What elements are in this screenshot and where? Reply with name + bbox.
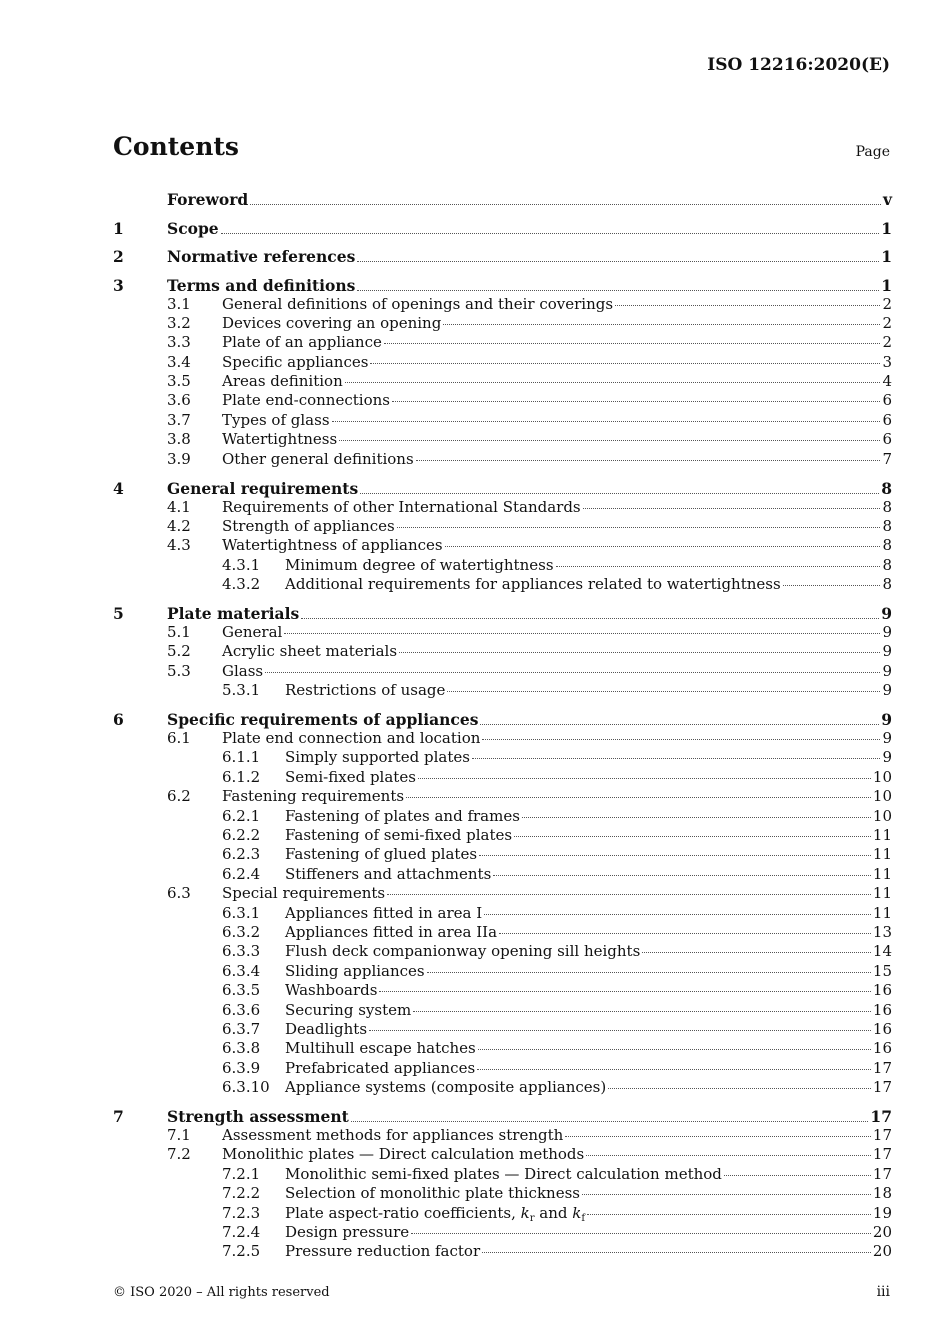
toc-entry-title: Areas definition — [222, 372, 343, 391]
toc-entry-title: Sliding appliances — [285, 961, 425, 980]
toc-entry-page: 9 — [882, 681, 892, 700]
toc-entry-title: Appliance systems (composite appliances) — [285, 1078, 607, 1097]
toc-entry-title: Normative references — [167, 247, 356, 266]
toc-entry[interactable] — [113, 556, 892, 575]
dot-leader — [301, 618, 879, 619]
toc-entry-number: 7.2.5 — [222, 1242, 261, 1261]
toc-entry[interactable] — [113, 1078, 892, 1097]
toc-entry-page: 17 — [872, 1164, 892, 1183]
toc-entry-title: Devices covering an opening — [222, 313, 442, 332]
toc-entry-title: Fastening of semi-fixed plates — [285, 825, 513, 844]
toc-entry-number: 5 — [113, 603, 124, 623]
toc-entry-title: Requirements of other International Standards — [222, 497, 581, 516]
toc-entry-title: Monolithic semi-fixed plates — Direct calculation method — [285, 1164, 722, 1183]
toc-entry-page: 9 — [881, 710, 892, 730]
toc-entry-title: Strength assessment — [167, 1106, 349, 1126]
toc-entry-page: 10 — [872, 787, 892, 806]
toc-entry[interactable] — [113, 1223, 892, 1242]
toc-entry-title: General requirements — [167, 478, 359, 498]
toc-entry-number: 6.3.2 — [222, 922, 261, 941]
toc-entry-page: 19 — [872, 1203, 892, 1222]
toc-entry[interactable] — [113, 748, 892, 767]
toc-entry-title: Appliances fitted in area IIa — [285, 922, 498, 941]
toc-entry-number: 4 — [113, 478, 124, 498]
dot-leader — [783, 585, 881, 586]
toc-entry-title: General — [222, 622, 283, 641]
toc-entry[interactable] — [113, 517, 892, 536]
dot-leader — [265, 672, 880, 673]
toc-entry-title: Scope — [167, 218, 219, 238]
toc-entry-number: 7.2 — [167, 1145, 191, 1164]
toc-entry-number: 7.2.3 — [222, 1203, 261, 1222]
toc-entry-number: 7.2.4 — [222, 1222, 261, 1241]
toc-entry-number: 1 — [113, 218, 124, 238]
toc-entry-page: 11 — [872, 903, 892, 922]
toc-entry-number: 6.3.9 — [222, 1058, 261, 1077]
contents-heading — [113, 132, 890, 166]
toc-entry[interactable] — [113, 594, 892, 623]
toc-entry[interactable] — [113, 391, 892, 410]
toc-entry-title: Watertightness — [222, 430, 338, 449]
dot-leader — [384, 343, 881, 344]
dot-leader — [556, 566, 881, 567]
toc-entry-page: 16 — [872, 1039, 892, 1058]
toc-entry[interactable] — [113, 295, 892, 314]
toc-entry-title: Types of glass — [222, 410, 330, 429]
toc-entry[interactable] — [113, 884, 892, 903]
toc-entry[interactable] — [113, 333, 892, 352]
toc-entry-number: 6.3.7 — [222, 1019, 261, 1038]
toc-entry-number: 3.2 — [167, 313, 191, 332]
toc-entry[interactable] — [113, 807, 892, 826]
toc-entry-page: 4 — [882, 372, 892, 391]
toc-entry-title: Strength of appliances — [222, 516, 395, 535]
toc-entry-title: Acrylic sheet materials — [222, 642, 398, 661]
dot-leader — [587, 1214, 871, 1215]
toc-entry-title: Semi-fixed plates — [285, 767, 416, 786]
toc-entry-page: 16 — [872, 1019, 892, 1038]
dot-leader — [397, 527, 881, 528]
toc-entry-number: 5.3.1 — [222, 681, 261, 700]
toc-entry-page: 11 — [872, 845, 892, 864]
toc-entry[interactable] — [113, 1145, 892, 1164]
toc-entry[interactable] — [113, 411, 892, 430]
toc-entry[interactable] — [113, 498, 892, 517]
toc-entry-title: Securing system — [285, 1000, 412, 1019]
toc-entry[interactable] — [113, 238, 892, 267]
toc-entry-page: 10 — [872, 767, 892, 786]
dot-leader — [480, 724, 879, 725]
toc-entry[interactable] — [113, 1097, 892, 1126]
toc-entry-page: 1 — [881, 275, 892, 295]
dot-leader — [477, 1069, 871, 1070]
toc-entry-number: 6.1.1 — [222, 748, 261, 767]
toc-entry-number: 6.3.6 — [222, 1000, 261, 1019]
toc-entry-title: Additional requirements for appliances related to watertightness — [285, 575, 781, 594]
dot-leader — [447, 691, 880, 692]
copyright-notice: © ISO 2020 – All rights reserved — [113, 1285, 330, 1300]
dot-leader — [479, 855, 871, 856]
toc-entry-page: 13 — [872, 922, 892, 941]
toc-entry[interactable] — [113, 701, 892, 730]
dot-leader — [565, 1136, 871, 1137]
toc-entry-title: Multihull escape hatches — [285, 1039, 476, 1058]
dot-leader — [522, 817, 871, 818]
dot-leader — [482, 739, 880, 740]
dot-leader — [724, 1175, 871, 1176]
toc-entry-title: Monolithic plates — Direct calculation methods — [222, 1145, 585, 1164]
toc-entry-number: 3.1 — [167, 294, 191, 313]
toc-entry[interactable] — [113, 469, 892, 498]
dot-leader — [443, 324, 880, 325]
toc-entry-number: 4.2 — [167, 516, 191, 535]
toc-entry-title: Appliances fitted in area I — [285, 903, 483, 922]
toc-entry-number: 4.3.2 — [222, 575, 261, 594]
toc-entry-page: 11 — [872, 864, 892, 883]
toc-entry-page: 2 — [882, 294, 892, 313]
toc-entry-title: Simply supported plates — [285, 748, 470, 767]
toc-entry[interactable] — [113, 642, 892, 661]
toc-entry-title — [285, 1204, 585, 1222]
toc-entry[interactable] — [113, 662, 892, 681]
dot-leader — [399, 652, 880, 653]
toc-entry-page: 9 — [882, 729, 892, 748]
toc-entry-page: 18 — [872, 1184, 892, 1203]
toc-entry-number: 3 — [113, 275, 124, 295]
toc-entry-page: 6 — [882, 410, 892, 429]
toc-entry[interactable] — [113, 923, 892, 942]
toc-entry-title: General definitions of openings and their coverings — [222, 294, 614, 313]
toc-entry[interactable] — [113, 314, 892, 333]
toc-entry-title: Plate end-connections — [222, 391, 390, 410]
toc-entry[interactable] — [113, 209, 892, 238]
toc-entry[interactable] — [113, 962, 892, 981]
toc-entry-page: 9 — [882, 661, 892, 680]
toc-entry-title: Assessment methods for appliances strength — [222, 1125, 564, 1144]
toc-entry-number: 4.3.1 — [222, 555, 261, 574]
toc-entry[interactable] — [113, 450, 892, 469]
toc-entry-number: 3.4 — [167, 352, 191, 371]
dot-leader — [339, 440, 880, 441]
toc-entry[interactable] — [113, 536, 892, 555]
toc-entry-page: 6 — [882, 430, 892, 449]
dot-leader — [345, 382, 881, 383]
dot-leader — [472, 758, 881, 759]
dot-leader — [478, 1049, 871, 1050]
toc-entry-title: Selection of monolithic plate thickness — [285, 1184, 580, 1203]
dot-leader — [221, 233, 880, 234]
toc-entry-page: 17 — [872, 1125, 892, 1144]
toc-entry-number: 3.9 — [167, 449, 191, 468]
toc-entry-number: 2 — [113, 247, 124, 266]
toc-entry-number: 7 — [113, 1106, 124, 1126]
toc-entry-page: 11 — [872, 825, 892, 844]
dot-leader — [482, 1252, 871, 1253]
toc-entry-title: Fastening of glued plates — [285, 845, 478, 864]
toc-entry-title: Minimum degree of watertightness — [285, 555, 554, 574]
toc-entry-number: 6.3.4 — [222, 961, 261, 980]
toc-entry-number: 6.3.10 — [222, 1078, 270, 1097]
toc-entry-number: 6.2 — [167, 787, 191, 806]
math-subscript-r: r — [529, 1212, 535, 1224]
toc-entry-number: 6.2.3 — [222, 845, 261, 864]
toc-entry-page: 6 — [882, 391, 892, 410]
toc-entry-number: 5.2 — [167, 642, 191, 661]
toc-entry-title: Foreword — [167, 190, 249, 209]
toc-entry-title: Washboards — [285, 981, 378, 1000]
toc-entry-number: 7.2.2 — [222, 1184, 261, 1203]
toc-entry-page: 9 — [882, 622, 892, 641]
toc-entry-title: Deadlights — [285, 1019, 368, 1038]
toc-entry-number: 3.8 — [167, 430, 191, 449]
dot-leader — [413, 1011, 871, 1012]
toc-entry[interactable] — [113, 942, 892, 961]
toc-entry[interactable] — [113, 904, 892, 923]
toc-entry-title: Glass — [222, 661, 264, 680]
toc-entry-page: 3 — [882, 352, 892, 371]
toc-entry-title: Restrictions of usage — [285, 681, 446, 700]
toc-entry-page: 17 — [872, 1058, 892, 1077]
toc-entry-title: Prefabricated appliances — [285, 1058, 476, 1077]
toc-entry-number: 3.5 — [167, 372, 191, 391]
toc-entry[interactable] — [113, 681, 892, 700]
page-number: iii — [876, 1284, 890, 1300]
toc-entry-title: Special requirements — [222, 884, 386, 903]
toc-entry[interactable] — [113, 575, 892, 594]
toc-entry[interactable] — [113, 787, 892, 806]
toc-entry-number: 6 — [113, 710, 124, 730]
dot-leader — [387, 894, 871, 895]
dot-leader — [418, 778, 871, 779]
toc-entry[interactable] — [113, 845, 892, 864]
dot-leader — [499, 933, 871, 934]
toc-entry-title: Flush deck companionway opening sill heights — [285, 942, 641, 961]
toc-entry-number: 4.3 — [167, 536, 191, 555]
toc-entry-page: 8 — [882, 575, 892, 594]
toc-entry-page: 11 — [872, 884, 892, 903]
math-symbol-k: k — [572, 1203, 582, 1222]
math-subscript-f: f — [581, 1212, 586, 1224]
contents-title: Contents — [113, 132, 240, 161]
toc-entry-page: 9 — [882, 642, 892, 661]
toc-entry-number: 6.3.5 — [222, 981, 261, 1000]
toc-entry-page: 8 — [881, 478, 892, 498]
dot-leader — [379, 991, 870, 992]
dot-leader — [360, 493, 879, 494]
dot-leader — [586, 1155, 871, 1156]
dot-leader — [615, 305, 880, 306]
toc-entry-number: 5.1 — [167, 622, 191, 641]
toc-entry-page: 8 — [882, 497, 892, 516]
toc-entry-title: Stiffeners and attachments — [285, 864, 492, 883]
toc-entry-page: 17 — [872, 1145, 892, 1164]
toc-entry[interactable] — [113, 1126, 892, 1145]
dot-leader — [369, 1030, 871, 1031]
toc-entry-number: 6.1.2 — [222, 767, 261, 786]
dot-leader — [357, 261, 879, 262]
toc-entry-page: 7 — [882, 449, 892, 468]
toc-entry-title: Plate materials — [167, 603, 300, 623]
toc-entry-title: Fastening requirements — [222, 787, 405, 806]
toc-entry[interactable] — [113, 623, 892, 642]
toc-entry[interactable] — [113, 372, 892, 391]
dot-leader — [250, 204, 881, 205]
toc-entry-number: 3.3 — [167, 333, 191, 352]
toc-entry-page: 1 — [881, 218, 892, 238]
toc-entry-title: Plate end connection and location — [222, 729, 481, 748]
toc-entry-title: Pressure reduction factor — [285, 1242, 481, 1261]
toc-entry-page: 8 — [882, 536, 892, 555]
toc-entry-number: 3.7 — [167, 410, 191, 429]
toc-entry-page: 16 — [872, 981, 892, 1000]
toc-entry-number: 3.6 — [167, 391, 191, 410]
toc-entry-title: Terms and definitions — [167, 275, 356, 295]
toc-entry[interactable] — [113, 1020, 892, 1039]
toc-entry-page: 2 — [882, 333, 892, 352]
dot-leader — [357, 290, 879, 291]
toc-entry-title: Watertightness of appliances — [222, 536, 443, 555]
toc-entry-number: 4.1 — [167, 497, 191, 516]
dot-leader — [351, 1121, 869, 1122]
toc-entry-number: 6.3.3 — [222, 942, 261, 961]
dot-leader — [445, 546, 881, 547]
toc-entry-title: Other general definitions — [222, 449, 414, 468]
toc-entry-number: 6.3.8 — [222, 1039, 261, 1058]
dot-leader — [411, 1233, 871, 1234]
toc-entry[interactable] — [113, 430, 892, 449]
document-id: ISO 12216:2020(E) — [707, 55, 890, 75]
toc-entry-page: 17 — [870, 1106, 892, 1126]
toc-entry-number: 6.3.1 — [222, 903, 261, 922]
toc-entry-page: 20 — [872, 1242, 892, 1261]
toc-entry-page: 16 — [872, 1000, 892, 1019]
toc-entry-title: Specific appliances — [222, 352, 369, 371]
toc-entry[interactable] — [113, 1184, 892, 1203]
toc-entry[interactable] — [113, 353, 892, 372]
toc-entry[interactable] — [113, 1039, 892, 1058]
toc-entry[interactable] — [113, 981, 892, 1000]
toc-entry-page: 17 — [872, 1078, 892, 1097]
toc-entry-number: 6.3 — [167, 884, 191, 903]
toc-entry[interactable] — [113, 1204, 892, 1223]
toc-entry[interactable] — [113, 266, 892, 295]
dot-leader — [484, 914, 871, 915]
toc-entry-page: 10 — [872, 806, 892, 825]
math-symbol-k: k — [520, 1203, 530, 1222]
toc-entry[interactable] — [113, 826, 892, 845]
toc-entry-number: 6.2.2 — [222, 825, 261, 844]
toc-entry-page: 8 — [882, 516, 892, 535]
toc-entry-page: 9 — [881, 603, 892, 623]
dot-leader — [332, 421, 881, 422]
math-conjunction: and — [534, 1203, 573, 1222]
toc-entry-number: 6.2.4 — [222, 864, 261, 883]
toc-entry-title: Plate of an appliance — [222, 333, 382, 352]
table-of-contents — [113, 185, 892, 1262]
dot-leader — [427, 972, 871, 973]
toc-entry[interactable] — [113, 185, 892, 209]
toc-entry[interactable] — [113, 1242, 892, 1261]
toc-entry-page: 2 — [882, 313, 892, 332]
toc-entry[interactable] — [113, 1059, 892, 1078]
toc-entry-page: 20 — [872, 1222, 892, 1241]
dot-leader — [392, 401, 880, 402]
dot-leader — [642, 952, 871, 953]
dot-leader — [583, 508, 881, 509]
toc-entry[interactable] — [113, 768, 892, 787]
dot-leader — [416, 460, 881, 461]
toc-entry[interactable] — [113, 1165, 892, 1184]
toc-entry-number: 7.2.1 — [222, 1164, 261, 1183]
page-column-label: Page — [855, 144, 890, 160]
toc-entry[interactable] — [113, 865, 892, 884]
toc-entry[interactable] — [113, 1001, 892, 1020]
toc-entry-page: 8 — [882, 555, 892, 574]
dot-leader — [370, 363, 880, 364]
toc-entry-page: v — [882, 190, 892, 209]
toc-entry-title: Design pressure — [285, 1222, 410, 1241]
toc-entry-page: 14 — [872, 942, 892, 961]
dot-leader — [582, 1194, 871, 1195]
toc-entry-number: 5.3 — [167, 661, 191, 680]
toc-entry-title-text: Plate aspect-ratio coefficients, — [285, 1203, 521, 1222]
toc-entry[interactable] — [113, 729, 892, 748]
toc-entry-page: 1 — [881, 247, 892, 266]
toc-entry-number: 6.1 — [167, 729, 191, 748]
toc-entry-title: Fastening of plates and frames — [285, 806, 520, 825]
dot-leader — [493, 875, 871, 876]
toc-entry-number: 6.2.1 — [222, 806, 261, 825]
dot-leader — [608, 1088, 871, 1089]
dot-leader — [514, 836, 871, 837]
toc-entry-number: 7.1 — [167, 1125, 191, 1144]
toc-entry-title: Specific requirements of appliances — [167, 710, 479, 730]
dot-leader — [406, 797, 871, 798]
toc-entry-page: 9 — [882, 748, 892, 767]
dot-leader — [284, 633, 880, 634]
toc-entry-page: 15 — [872, 961, 892, 980]
